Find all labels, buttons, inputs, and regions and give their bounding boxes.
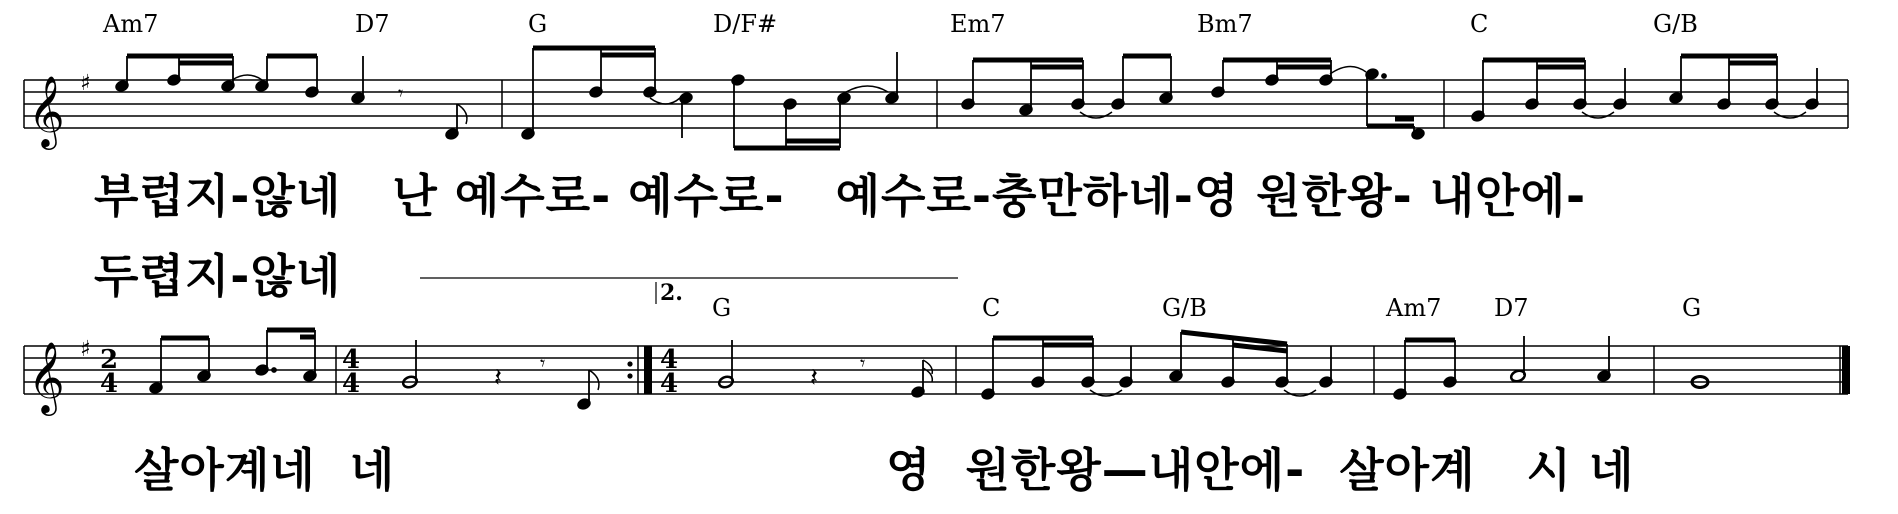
key-signature-sharp-icon: ♯ xyxy=(80,71,91,96)
chord-symbol: Am7 xyxy=(1386,294,1442,322)
chord-symbol: Em7 xyxy=(950,10,1006,38)
svg-text:𝄾: 𝄾 xyxy=(540,351,546,375)
notes-system-1 xyxy=(115,48,1819,148)
lyrics-line-1: 부럽지-않네 난 예수로- 예수로- 예수로-충만하네-영 원한왕- 내안에- xyxy=(94,169,1587,223)
chord-symbol: G xyxy=(1682,294,1702,322)
chord-symbol: Am7 xyxy=(103,10,159,38)
chord-symbols-system-2 xyxy=(712,294,1701,322)
lyrics-line-3a: 살아계네 네 xyxy=(134,443,396,497)
chord-symbol: Bm7 xyxy=(1197,10,1253,38)
treble-clef-icon: 𝄞 xyxy=(28,74,65,147)
svg-text:𝄽: 𝄽 xyxy=(810,363,818,393)
svg-text:𝄾: 𝄾 xyxy=(398,81,404,105)
chord-symbol: G xyxy=(712,294,732,322)
key-signature-sharp-icon: ♯ xyxy=(80,337,91,362)
chord-symbol: C xyxy=(982,294,1001,322)
repeat-barline xyxy=(644,346,652,394)
chord-symbol: D/F# xyxy=(713,10,778,38)
treble-clef-icon: 𝄞 xyxy=(28,340,65,413)
chord-symbols-system-1 xyxy=(102,10,1698,38)
time-signature xyxy=(342,345,360,399)
chord-symbol: C xyxy=(1470,10,1489,38)
svg-text:𝄽: 𝄽 xyxy=(494,363,502,393)
svg-text:4: 4 xyxy=(660,345,679,375)
svg-text:2.: 2. xyxy=(660,280,683,306)
svg-text:𝄾: 𝄾 xyxy=(860,351,866,375)
chord-symbol: D7 xyxy=(1494,294,1529,322)
chord-symbol: D7 xyxy=(355,10,390,38)
final-barline xyxy=(1842,346,1850,394)
time-signature xyxy=(660,345,678,399)
chord-symbol: G/B xyxy=(1653,10,1698,38)
svg-text:4: 4 xyxy=(342,369,361,399)
staff-system-2 xyxy=(24,346,1848,394)
lyric-extender-line xyxy=(420,278,421,279)
volta-bracket xyxy=(420,278,958,306)
time-signature xyxy=(100,345,118,399)
chord-symbol: G xyxy=(528,10,548,38)
svg-text:4: 4 xyxy=(660,369,679,399)
lyrics-line-2: 두렵지-않네 xyxy=(94,249,342,303)
chord-symbol: G/B xyxy=(1162,294,1207,322)
svg-text:2: 2 xyxy=(100,345,119,375)
lyrics-line-3b: 영 원한왕—내안에- 살아계 시 네 xyxy=(886,443,1635,497)
svg-text:4: 4 xyxy=(342,345,361,375)
svg-text:4: 4 xyxy=(100,369,119,399)
